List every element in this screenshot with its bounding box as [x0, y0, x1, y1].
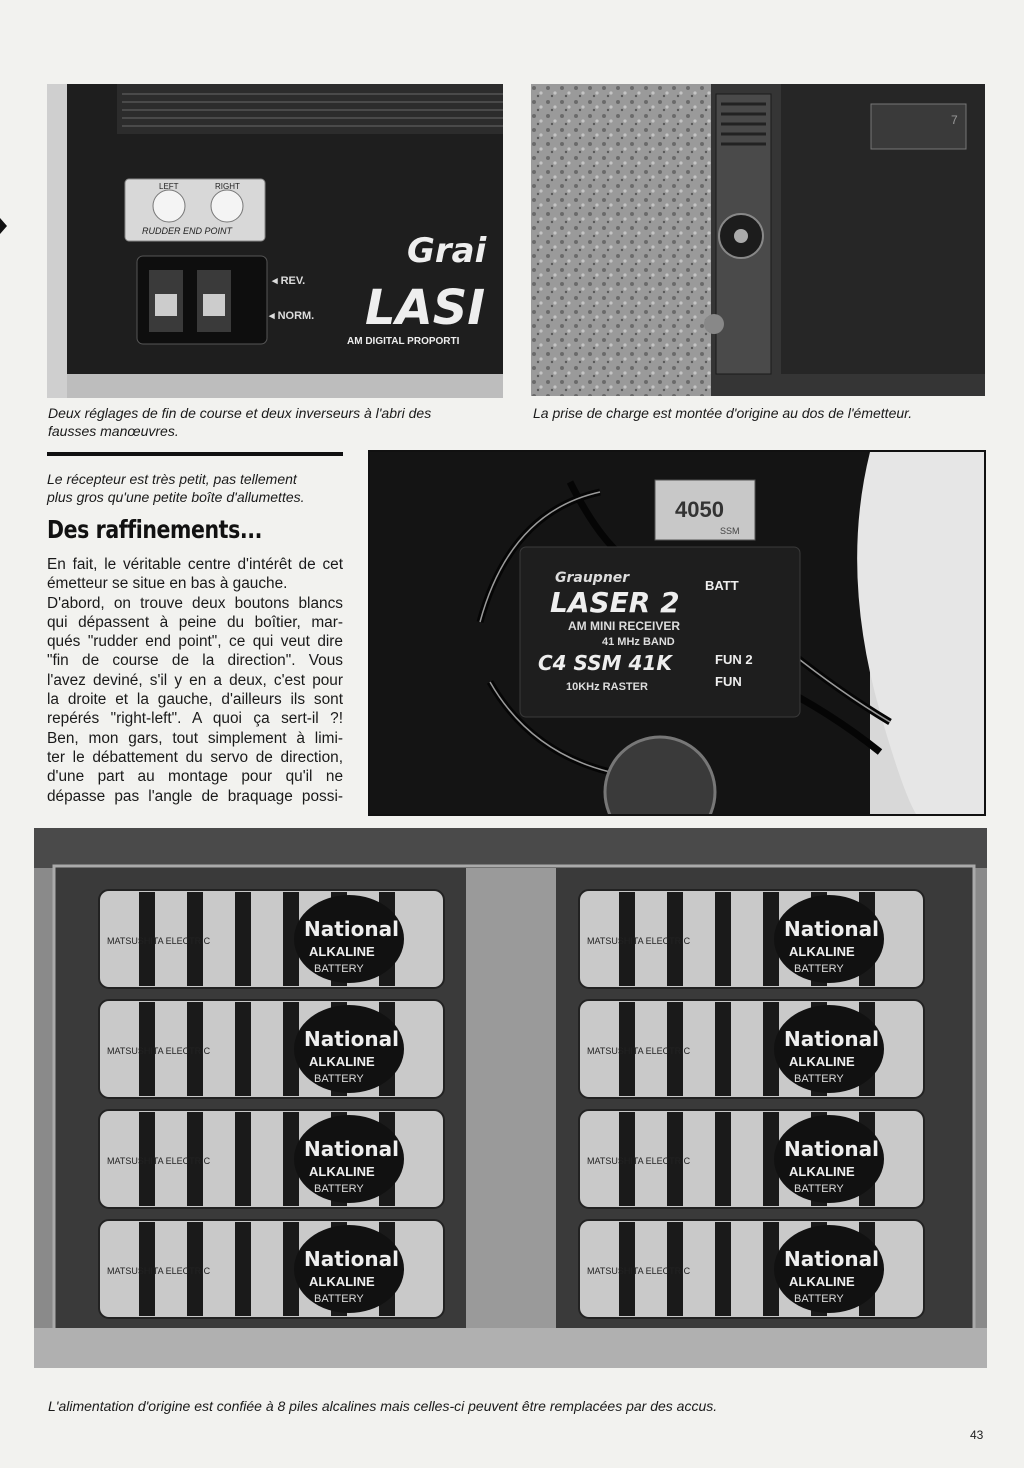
- battery-type-label: ALKALINE: [789, 944, 855, 959]
- battery-type-label: ALKALINE: [789, 1164, 855, 1179]
- battery-cell: [99, 1110, 444, 1208]
- receiver-batt-label: BATT: [705, 578, 739, 593]
- caption-line: Le récepteur est très petit, pas tellement: [47, 471, 297, 487]
- article-line: D'abord, on trouve deux boutons blancs: [47, 594, 343, 612]
- article-line: la droite et la gauche, d'ailleurs ils sont: [47, 691, 343, 709]
- battery-maker-label: MATSUSHITA ELECTRIC: [107, 1046, 211, 1056]
- battery-type-label: ALKALINE: [789, 1054, 855, 1069]
- battery-word-label: BATTERY: [794, 963, 844, 975]
- brand-sub-label: AM DIGITAL PROPORTI: [347, 336, 460, 347]
- caption-receiver: [47, 470, 357, 506]
- caption-line: plus gros qu'une petite boîte d'allumettes.: [47, 489, 305, 505]
- battery-cell: [579, 1220, 924, 1318]
- battery-maker-label: MATSUSHITA ELECTRIC: [587, 936, 691, 946]
- battery-brand-label: National: [784, 1027, 879, 1051]
- article-line: ter le débattement du servo de direction,: [47, 748, 343, 766]
- right-label: RIGHT: [215, 182, 240, 191]
- battery-word-label: BATTERY: [314, 1073, 364, 1085]
- battery-cell: [99, 1220, 444, 1318]
- caption-line: L'alimentation d'origine est confiée à 8 piles alcalines mais celles-ci peuvent être remplacées par des accus.: [48, 1398, 718, 1414]
- page-number: 43: [970, 1428, 984, 1442]
- rev-label: ◂ REV.: [272, 275, 306, 287]
- battery-type-label: ALKALINE: [309, 1054, 375, 1069]
- brand-main-logo: LASI: [365, 280, 486, 336]
- battery-word-label: BATTERY: [794, 1183, 844, 1195]
- receiver-fun2-label: FUN 2: [715, 652, 753, 667]
- battery-cell: [579, 890, 924, 988]
- article-line: repérés "right-left". A quoi ça sert-il ?!: [47, 710, 343, 728]
- battery-word-label: BATTERY: [314, 963, 364, 975]
- photo-batteries: [34, 828, 987, 1368]
- receiver-fun-label: FUN: [715, 674, 742, 689]
- crystal-sub-label: SSM: [720, 526, 740, 536]
- brand-top-logo: Grai: [407, 231, 487, 271]
- caption-transmitter-front: [48, 404, 508, 440]
- caption-line: La prise de charge est montée d'origine au dos de l'émetteur.: [533, 405, 913, 421]
- crystal-label: 4050: [675, 497, 724, 522]
- battery-brand-label: National: [784, 1247, 879, 1271]
- receiver-line-4: 10KHz RASTER: [566, 681, 648, 693]
- battery-maker-label: MATSUSHITA ELECTRIC: [587, 1046, 691, 1056]
- article-heading: Des raffinements...: [47, 515, 263, 544]
- article-line: émetteur se situe en bas à gauche.: [47, 575, 288, 593]
- battery-brand-label: National: [784, 917, 879, 941]
- battery-maker-label: MATSUSHITA ELECTRIC: [587, 1156, 691, 1166]
- battery-maker-label: MATSUSHITA ELECTRIC: [107, 936, 211, 946]
- battery-type-label: ALKALINE: [309, 1164, 375, 1179]
- battery-brand-label: National: [304, 917, 399, 941]
- battery-word-label: BATTERY: [314, 1293, 364, 1305]
- article-line: Ben, mon gars, tout simplement à limi-: [47, 729, 343, 747]
- rudder-end-point-label: RUDDER END POINT: [142, 226, 233, 236]
- back-digit-label: 7: [951, 113, 958, 127]
- article-line: l'avez deviné, s'il y en a deux, c'est pour: [47, 671, 343, 689]
- battery-cell: [579, 1110, 924, 1208]
- battery-word-label: BATTERY: [314, 1183, 364, 1195]
- receiver-line-2: 41 MHz BAND: [602, 636, 675, 648]
- caption-line: Deux réglages de fin de course et deux inverseurs à l'abri des: [48, 405, 432, 421]
- photo-transmitter-back: [531, 84, 985, 396]
- battery-type-label: ALKALINE: [309, 1274, 375, 1289]
- article-line: qués "rudder end point", ce qui veut dire: [47, 633, 343, 651]
- receiver-line-3: C4 SSM 41K: [538, 651, 672, 675]
- caption-line: fausses manœuvres.: [48, 423, 179, 439]
- photo-receiver: [368, 450, 986, 816]
- margin-arrow: [0, 218, 7, 234]
- photo-transmitter-front: [47, 84, 503, 398]
- article-line: qui dépassent à peine du boîtier, mar-: [47, 613, 343, 631]
- receiver-brand-main: LASER 2: [550, 586, 680, 619]
- battery-maker-label: MATSUSHITA ELECTRIC: [107, 1266, 211, 1276]
- caption-batteries: [48, 1397, 968, 1415]
- receiver-line-1: AM MINI RECEIVER: [568, 619, 681, 633]
- norm-label: ◂ NORM.: [269, 310, 315, 322]
- battery-cell: [99, 1000, 444, 1098]
- article-line: "fin de course de la direction". Vous: [47, 652, 343, 670]
- battery-brand-label: National: [304, 1247, 399, 1271]
- battery-type-label: ALKALINE: [789, 1274, 855, 1289]
- left-label: LEFT: [159, 182, 179, 191]
- section-rule: [47, 452, 343, 456]
- article-body: [47, 555, 343, 806]
- article-line: dépasse pas l'angle de braquage possi-: [47, 787, 343, 805]
- battery-cell: [99, 890, 444, 988]
- battery-brand-label: National: [304, 1027, 399, 1051]
- battery-word-label: BATTERY: [794, 1073, 844, 1085]
- battery-maker-label: MATSUSHITA ELECTRIC: [587, 1266, 691, 1276]
- battery-word-label: BATTERY: [794, 1293, 844, 1305]
- article-line: d'une part au montage pour qu'il ne: [47, 768, 343, 786]
- battery-brand-label: National: [784, 1137, 879, 1161]
- article-line: En fait, le véritable centre d'intérêt de cet: [47, 556, 343, 573]
- receiver-brand-top: Graupner: [555, 570, 630, 586]
- battery-maker-label: MATSUSHITA ELECTRIC: [107, 1156, 211, 1166]
- caption-transmitter-back: [533, 404, 993, 422]
- battery-cell: [579, 1000, 924, 1098]
- battery-type-label: ALKALINE: [309, 944, 375, 959]
- battery-brand-label: National: [304, 1137, 399, 1161]
